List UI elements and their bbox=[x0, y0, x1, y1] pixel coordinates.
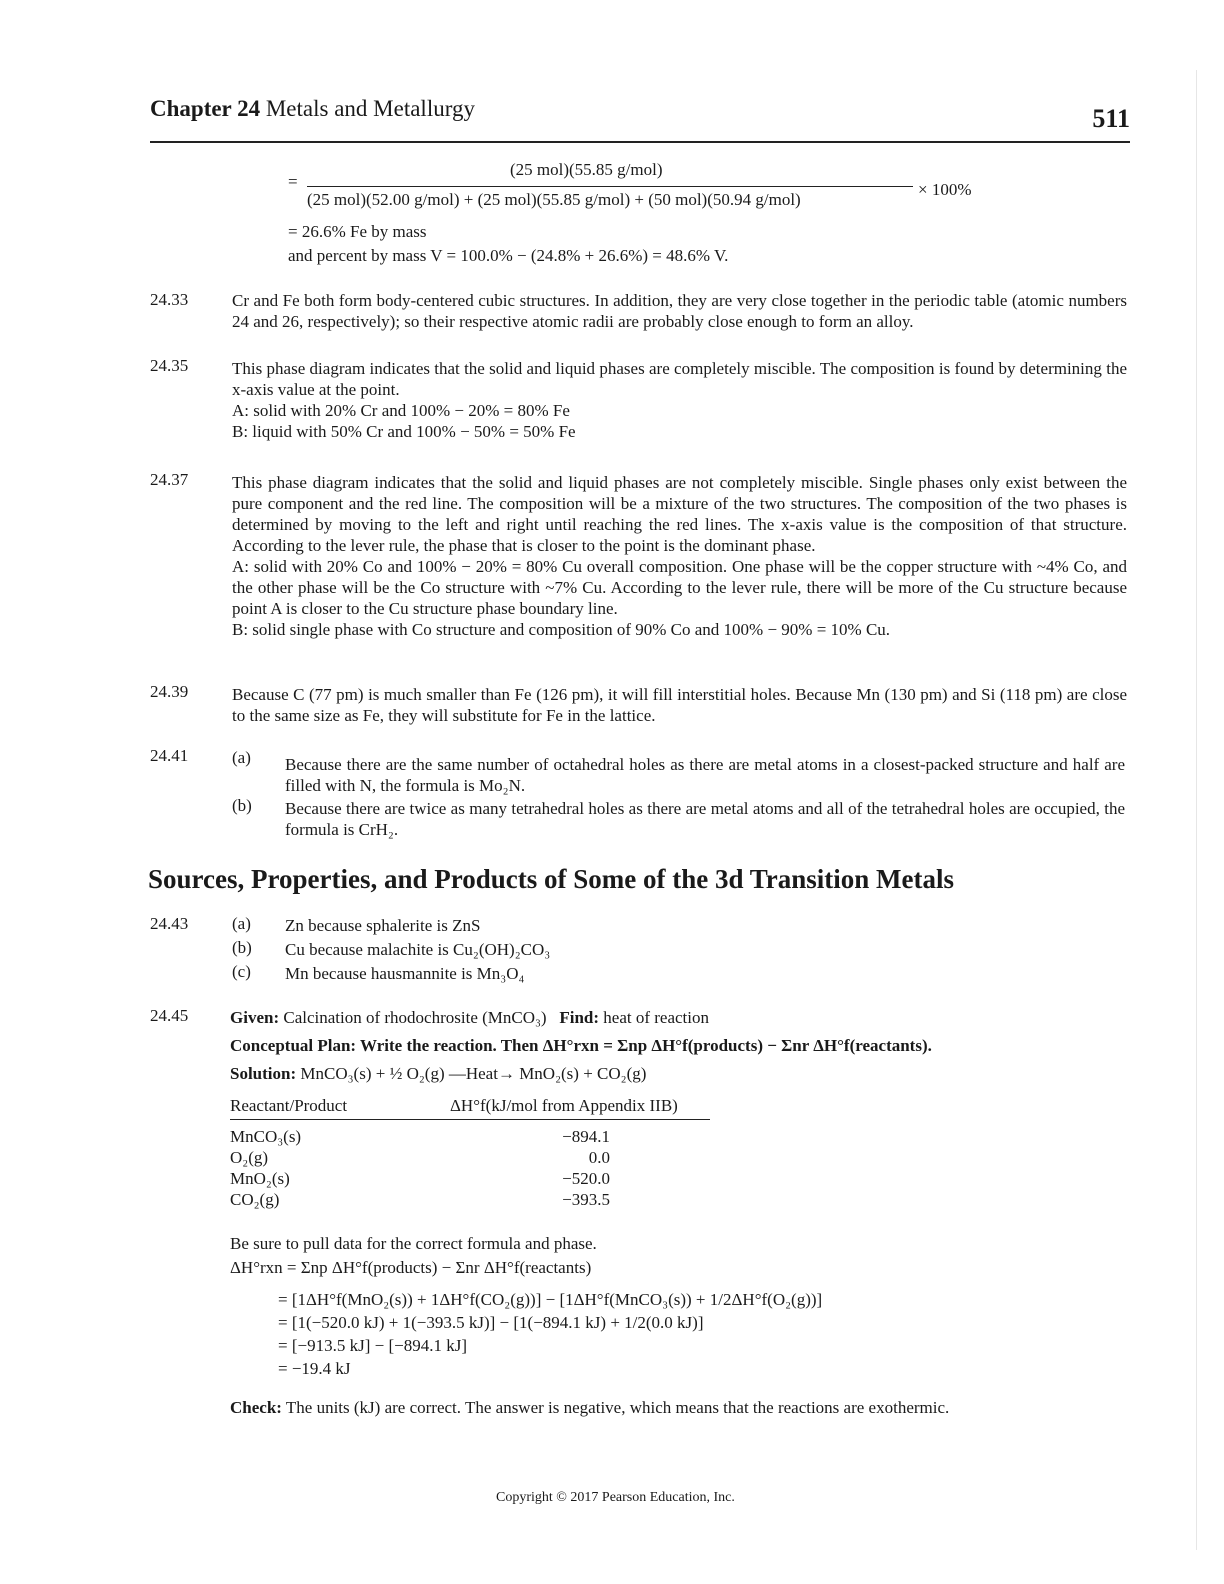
problem-24-41-a: Because there are the same number of octahedral holes as there are metal atoms in a closest-packed structure and half are filled with N, the formula is Mo₂N. bbox=[285, 755, 1125, 795]
table-header: ΔH°f(kJ/mol from Appendix IIB) bbox=[450, 1096, 710, 1120]
fraction-denominator: (25 mol)(52.00 g/mol) + (25 mol)(55.85 g/mol) + (50 mol)(50.94 g/mol) bbox=[307, 190, 801, 209]
conceptual-plan: Conceptual Plan: Write the reaction. Then ΔH°rxn = Σnp ΔH°f(products) − Σnr ΔH°f(reactants). bbox=[230, 1036, 932, 1055]
header-rule bbox=[150, 141, 1130, 143]
table-header-row bbox=[230, 1096, 710, 1120]
result-fe: = 26.6% Fe by mass bbox=[288, 222, 427, 241]
problem-number: 24.37 bbox=[150, 470, 189, 489]
problem-24-37-text: This phase diagram indicates that the solid and liquid phases are not completely miscible. Single phases only exist between the pure component and the red line. The composition will be a mixture of the two structures. The composition of the two phases is determined by moving to the left and right until reaching the red lines. The x-axis value is the composition of that structure. According to the lever rule, the phase that is closer to the point is the dominant phase. bbox=[232, 473, 1127, 555]
problem-24-43-a: Zn because sphalerite is ZnS bbox=[285, 916, 481, 935]
table-cell: 0.0 bbox=[588, 1148, 610, 1167]
table-cell: MnCO₃(s) bbox=[230, 1127, 302, 1146]
problem-number: 24.45 bbox=[150, 1006, 189, 1025]
problem-number: 24.43 bbox=[150, 914, 189, 933]
problem-24-37-a: A: solid with 20% Co and 100% − 20% = 80% Cu overall composition. One phase will be the copper structure with ~4% Co, and the other phase will be the Co structure with ~7% Cu. According to the lever rule, there will be more of the Cu structure because point A is closer to the Cu structure phase boundary line. bbox=[232, 557, 1127, 618]
check-line bbox=[230, 1398, 949, 1418]
table-header: Reactant/Product bbox=[230, 1096, 450, 1120]
problem-number: 24.39 bbox=[150, 682, 189, 701]
table-cell: −894.1 bbox=[562, 1127, 610, 1146]
given-text: Calcination of rhodochrosite (MnCO₃) bbox=[283, 1008, 547, 1027]
table-cell: −393.5 bbox=[562, 1190, 610, 1209]
table-row bbox=[230, 1189, 710, 1210]
calc-line: = [−913.5 kJ] − [−894.1 kJ] bbox=[278, 1336, 467, 1355]
problem-24-39-text: Because C (77 pm) is much smaller than Fe (126 pm), it will fill interstitial holes. Because Mn (130 pm) and Si (118 pm) are close to the same size as Fe, they will substitute for Fe in the lattice. bbox=[232, 685, 1127, 725]
problem-24-35-text: This phase diagram indicates that the solid and liquid phases are completely miscible. The composition is found by determining the x-axis value at the point. bbox=[232, 359, 1127, 399]
item-label: (b) bbox=[232, 938, 252, 957]
problem-number: 24.35 bbox=[150, 356, 189, 375]
page-edge bbox=[1196, 70, 1197, 1550]
problem-number: 24.33 bbox=[150, 290, 189, 309]
item-label: (c) bbox=[232, 962, 251, 981]
chapter-label: Chapter 24 bbox=[150, 96, 261, 121]
page-number: 511 bbox=[1092, 104, 1130, 133]
solution-equation: MnCO₃(s) + ½ O₂(g) —Heat→ MnO₂(s) + CO₂(g) bbox=[300, 1064, 647, 1083]
item-label: (b) bbox=[232, 796, 252, 815]
chapter-title: Metals and Metallurgy bbox=[265, 96, 475, 121]
table-row bbox=[230, 1168, 710, 1189]
problem-24-35-b: B: liquid with 50% Cr and 100% − 50% = 50% Fe bbox=[232, 422, 576, 441]
table-row bbox=[230, 1147, 710, 1168]
section-title: Sources, Properties, and Products of Some of the 3d Transition Metals bbox=[148, 864, 954, 894]
problem-24-35-a: A: solid with 20% Cr and 100% − 20% = 80% Fe bbox=[232, 401, 570, 420]
calc-line: = [1(−520.0 kJ) + 1(−393.5 kJ)] − [1(−894.1 kJ) + 1/2(0.0 kJ)] bbox=[278, 1313, 704, 1332]
problem-24-33-text: Cr and Fe both form body-centered cubic structures. In addition, they are very close together in the periodic table (atomic numbers 24 and 26, respectively); so their respective atomic radii are probably close enough to form an alloy. bbox=[232, 291, 1127, 331]
given-line bbox=[230, 1008, 709, 1028]
table-cell: O₂(g) bbox=[230, 1148, 269, 1167]
problem-24-43-c: Mn because hausmannite is Mn₃O₄ bbox=[285, 964, 525, 983]
result-v: and percent by mass V = 100.0% − (24.8% + 26.6%) = 48.6% V. bbox=[288, 246, 729, 265]
fraction-times: × 100% bbox=[918, 180, 972, 199]
problem-24-37-b: B: solid single phase with Co structure and composition of 90% Co and 100% − 90% = 10% Cu. bbox=[232, 620, 891, 639]
copyright-footer: Copyright © 2017 Pearson Education, Inc. bbox=[496, 1490, 735, 1505]
find-text: heat of reaction bbox=[603, 1008, 709, 1027]
problem-number: 24.41 bbox=[150, 746, 189, 765]
check-label: Check: bbox=[230, 1398, 282, 1417]
item-label: (a) bbox=[232, 748, 251, 767]
problem-24-37 bbox=[232, 472, 1127, 640]
item-label: (a) bbox=[232, 914, 251, 933]
enthalpy-table bbox=[230, 1096, 710, 1210]
calc-line: ΔH°rxn = Σnp ΔH°f(products) − Σnr ΔH°f(reactants) bbox=[230, 1258, 592, 1277]
problem-24-41-b: Because there are twice as many tetrahedral holes as there are metal atoms and all of the tetrahedral holes are occupied, the formula is CrH₂. bbox=[285, 799, 1125, 839]
calc-line: = −19.4 kJ bbox=[278, 1359, 351, 1378]
fraction-numerator: (25 mol)(55.85 g/mol) bbox=[510, 160, 663, 179]
table-row bbox=[230, 1120, 710, 1148]
note-line: Be sure to pull data for the correct formula and phase. bbox=[230, 1234, 597, 1253]
fraction-equals: = bbox=[288, 172, 298, 191]
calc-line: = [1ΔH°f(MnO₂(s)) + 1ΔH°f(CO₂(g))] − [1ΔH°f(MnCO₃(s)) + 1/2ΔH°f(O₂(g))] bbox=[278, 1290, 823, 1309]
chapter-header bbox=[150, 96, 475, 122]
find-label: Find: bbox=[559, 1008, 600, 1027]
given-label: Given: bbox=[230, 1008, 280, 1027]
table-cell: CO₂(g) bbox=[230, 1190, 280, 1209]
problem-24-43-b: Cu because malachite is Cu₂(OH)₂CO₃ bbox=[285, 940, 551, 959]
fraction-bar bbox=[307, 186, 913, 187]
problem-24-35 bbox=[232, 358, 1127, 442]
check-text: The units (kJ) are correct. The answer is negative, which means that the reactions are exothermic. bbox=[285, 1398, 950, 1417]
table-cell: MnO₂(s) bbox=[230, 1169, 290, 1188]
solution-label: Solution: bbox=[230, 1064, 297, 1083]
table-cell: −520.0 bbox=[562, 1169, 610, 1188]
solution-line bbox=[230, 1064, 646, 1084]
